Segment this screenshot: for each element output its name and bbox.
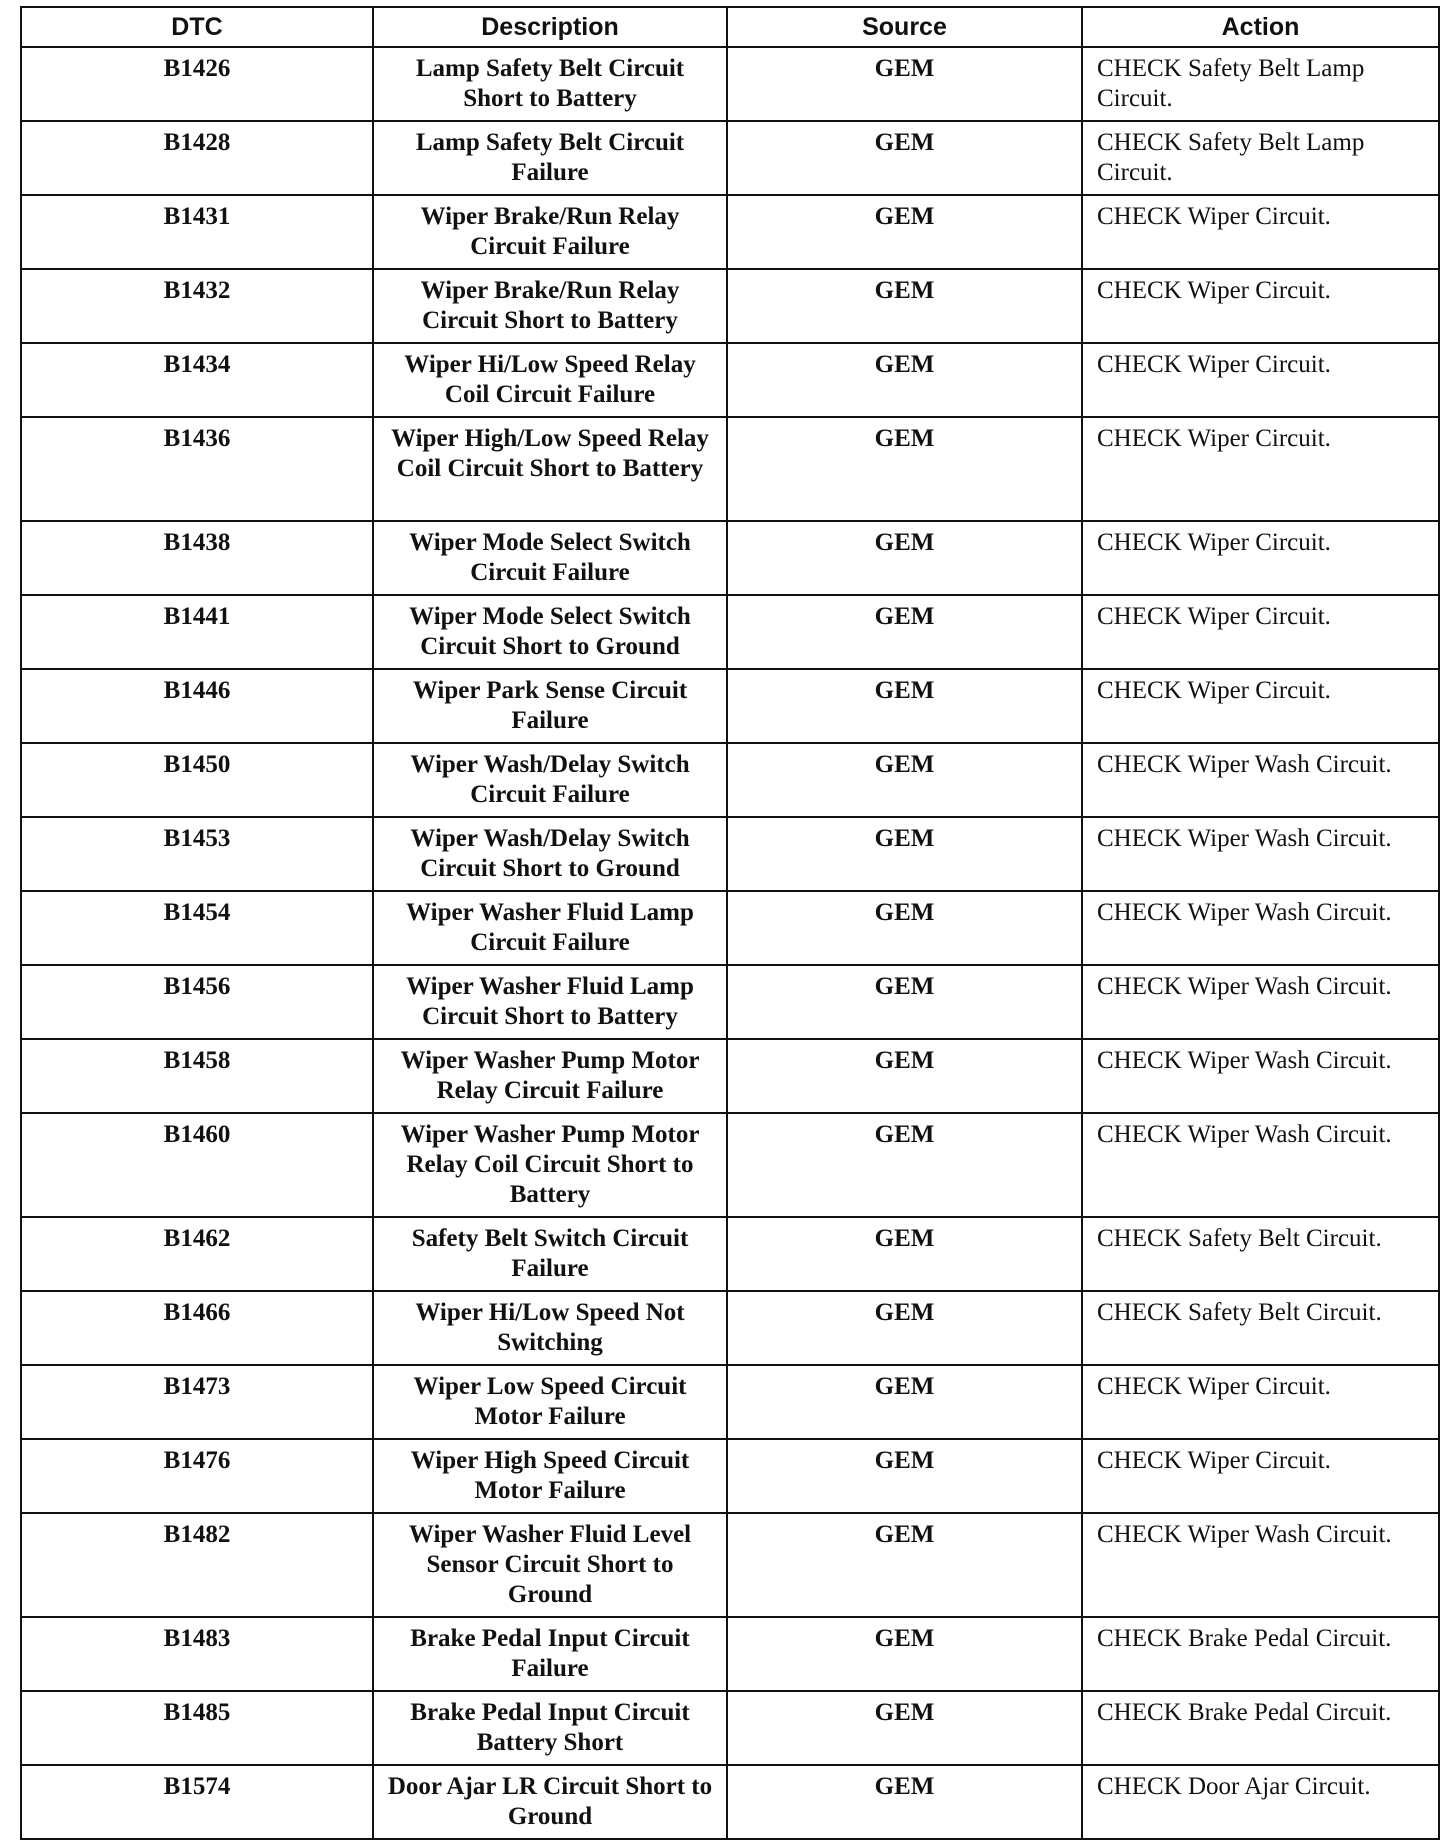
dtc-action: CHECK Wiper Circuit. bbox=[1082, 269, 1439, 343]
dtc-action: CHECK Wiper Circuit. bbox=[1082, 595, 1439, 669]
header-source: Source bbox=[727, 7, 1082, 47]
table-row bbox=[21, 121, 1439, 195]
dtc-action: CHECK Wiper Wash Circuit. bbox=[1082, 965, 1439, 1039]
dtc-description: Wiper Brake/Run Relay Circuit Failure bbox=[373, 195, 727, 269]
table-row bbox=[21, 595, 1439, 669]
dtc-description: Wiper Wash/Delay Switch Circuit Failure bbox=[373, 743, 727, 817]
dtc-source: GEM bbox=[727, 891, 1082, 965]
dtc-description: Door Ajar LR Circuit Short to Ground bbox=[373, 1765, 727, 1839]
dtc-description: Wiper Mode Select Switch Circuit Short to Ground bbox=[373, 595, 727, 669]
dtc-source: GEM bbox=[727, 1113, 1082, 1217]
dtc-code: B1483 bbox=[21, 1617, 373, 1691]
dtc-code: B1446 bbox=[21, 669, 373, 743]
table-row bbox=[21, 965, 1439, 1039]
dtc-action: CHECK Wiper Circuit. bbox=[1082, 417, 1439, 521]
table-row bbox=[21, 269, 1439, 343]
dtc-description: Wiper Park Sense Circuit Failure bbox=[373, 669, 727, 743]
table-row bbox=[21, 817, 1439, 891]
table-row bbox=[21, 1691, 1439, 1765]
table-row bbox=[21, 1765, 1439, 1839]
dtc-description: Wiper High/Low Speed Relay Coil Circuit Short to Battery bbox=[373, 417, 727, 521]
dtc-code: B1460 bbox=[21, 1113, 373, 1217]
table-row bbox=[21, 891, 1439, 965]
table-header-row bbox=[21, 7, 1439, 47]
dtc-description: Safety Belt Switch Circuit Failure bbox=[373, 1217, 727, 1291]
table-row bbox=[21, 1217, 1439, 1291]
dtc-action: CHECK Door Ajar Circuit. bbox=[1082, 1765, 1439, 1839]
dtc-source: GEM bbox=[727, 1039, 1082, 1113]
dtc-action: CHECK Brake Pedal Circuit. bbox=[1082, 1691, 1439, 1765]
dtc-source: GEM bbox=[727, 669, 1082, 743]
dtc-code: B1574 bbox=[21, 1765, 373, 1839]
dtc-source: GEM bbox=[727, 1765, 1082, 1839]
table-row bbox=[21, 417, 1439, 521]
dtc-code: B1462 bbox=[21, 1217, 373, 1291]
dtc-description: Brake Pedal Input Circuit Battery Short bbox=[373, 1691, 727, 1765]
dtc-code: B1476 bbox=[21, 1439, 373, 1513]
dtc-source: GEM bbox=[727, 1617, 1082, 1691]
dtc-source: GEM bbox=[727, 1217, 1082, 1291]
dtc-code: B1456 bbox=[21, 965, 373, 1039]
dtc-code: B1438 bbox=[21, 521, 373, 595]
table-row bbox=[21, 343, 1439, 417]
dtc-code: B1436 bbox=[21, 417, 373, 521]
dtc-description: Wiper High Speed Circuit Motor Failure bbox=[373, 1439, 727, 1513]
dtc-action: CHECK Wiper Circuit. bbox=[1082, 195, 1439, 269]
table-row bbox=[21, 1617, 1439, 1691]
dtc-action: CHECK Wiper Wash Circuit. bbox=[1082, 1039, 1439, 1113]
dtc-action: CHECK Wiper Wash Circuit. bbox=[1082, 891, 1439, 965]
dtc-action: CHECK Safety Belt Circuit. bbox=[1082, 1291, 1439, 1365]
dtc-source: GEM bbox=[727, 195, 1082, 269]
dtc-code: B1454 bbox=[21, 891, 373, 965]
dtc-source: GEM bbox=[727, 1365, 1082, 1439]
dtc-action: CHECK Wiper Circuit. bbox=[1082, 1439, 1439, 1513]
dtc-code: B1482 bbox=[21, 1513, 373, 1617]
dtc-source: GEM bbox=[727, 343, 1082, 417]
dtc-code: B1431 bbox=[21, 195, 373, 269]
dtc-action: CHECK Wiper Wash Circuit. bbox=[1082, 1513, 1439, 1617]
dtc-source: GEM bbox=[727, 521, 1082, 595]
dtc-description: Wiper Low Speed Circuit Motor Failure bbox=[373, 1365, 727, 1439]
dtc-source: GEM bbox=[727, 1439, 1082, 1513]
dtc-action: CHECK Wiper Circuit. bbox=[1082, 343, 1439, 417]
dtc-description: Wiper Hi/Low Speed Relay Coil Circuit Failure bbox=[373, 343, 727, 417]
dtc-code: B1434 bbox=[21, 343, 373, 417]
dtc-description: Wiper Washer Pump Motor Relay Coil Circuit Short to Battery bbox=[373, 1113, 727, 1217]
dtc-source: GEM bbox=[727, 965, 1082, 1039]
dtc-source: GEM bbox=[727, 1291, 1082, 1365]
dtc-table bbox=[20, 6, 1440, 1840]
dtc-source: GEM bbox=[727, 417, 1082, 521]
header-description: Description bbox=[373, 7, 727, 47]
table-row bbox=[21, 1039, 1439, 1113]
dtc-source: GEM bbox=[727, 1513, 1082, 1617]
dtc-action: CHECK Safety Belt Lamp Circuit. bbox=[1082, 121, 1439, 195]
table-row bbox=[21, 669, 1439, 743]
dtc-source: GEM bbox=[727, 817, 1082, 891]
table-row bbox=[21, 521, 1439, 595]
dtc-description: Lamp Safety Belt Circuit Failure bbox=[373, 121, 727, 195]
dtc-code: B1485 bbox=[21, 1691, 373, 1765]
dtc-code: B1458 bbox=[21, 1039, 373, 1113]
dtc-description: Wiper Wash/Delay Switch Circuit Short to Ground bbox=[373, 817, 727, 891]
dtc-action: CHECK Brake Pedal Circuit. bbox=[1082, 1617, 1439, 1691]
header-dtc: DTC bbox=[21, 7, 373, 47]
dtc-source: GEM bbox=[727, 269, 1082, 343]
dtc-code: B1441 bbox=[21, 595, 373, 669]
dtc-code: B1426 bbox=[21, 47, 373, 121]
dtc-description: Brake Pedal Input Circuit Failure bbox=[373, 1617, 727, 1691]
dtc-source: GEM bbox=[727, 743, 1082, 817]
dtc-code: B1428 bbox=[21, 121, 373, 195]
table-row bbox=[21, 1513, 1439, 1617]
dtc-source: GEM bbox=[727, 1691, 1082, 1765]
dtc-description: Wiper Washer Fluid Level Sensor Circuit Short to Ground bbox=[373, 1513, 727, 1617]
dtc-source: GEM bbox=[727, 47, 1082, 121]
dtc-action: CHECK Safety Belt Circuit. bbox=[1082, 1217, 1439, 1291]
table-row bbox=[21, 47, 1439, 121]
dtc-description: Wiper Washer Pump Motor Relay Circuit Failure bbox=[373, 1039, 727, 1113]
dtc-description: Wiper Washer Fluid Lamp Circuit Short to Battery bbox=[373, 965, 727, 1039]
dtc-source: GEM bbox=[727, 121, 1082, 195]
dtc-description: Wiper Brake/Run Relay Circuit Short to Battery bbox=[373, 269, 727, 343]
header-action: Action bbox=[1082, 7, 1439, 47]
dtc-action: CHECK Wiper Wash Circuit. bbox=[1082, 743, 1439, 817]
dtc-source: GEM bbox=[727, 595, 1082, 669]
dtc-action: CHECK Wiper Circuit. bbox=[1082, 1365, 1439, 1439]
dtc-action: CHECK Wiper Circuit. bbox=[1082, 521, 1439, 595]
table-row bbox=[21, 1365, 1439, 1439]
dtc-description: Wiper Washer Fluid Lamp Circuit Failure bbox=[373, 891, 727, 965]
dtc-action: CHECK Wiper Wash Circuit. bbox=[1082, 817, 1439, 891]
table-row bbox=[21, 1439, 1439, 1513]
dtc-description: Wiper Mode Select Switch Circuit Failure bbox=[373, 521, 727, 595]
dtc-code: B1453 bbox=[21, 817, 373, 891]
dtc-description: Wiper Hi/Low Speed Not Switching bbox=[373, 1291, 727, 1365]
dtc-action: CHECK Safety Belt Lamp Circuit. bbox=[1082, 47, 1439, 121]
dtc-code: B1466 bbox=[21, 1291, 373, 1365]
table-row bbox=[21, 1291, 1439, 1365]
dtc-action: CHECK Wiper Circuit. bbox=[1082, 669, 1439, 743]
table-row bbox=[21, 195, 1439, 269]
dtc-code: B1473 bbox=[21, 1365, 373, 1439]
dtc-description: Lamp Safety Belt Circuit Short to Battery bbox=[373, 47, 727, 121]
dtc-action: CHECK Wiper Wash Circuit. bbox=[1082, 1113, 1439, 1217]
table-row bbox=[21, 1113, 1439, 1217]
dtc-code: B1432 bbox=[21, 269, 373, 343]
table-row bbox=[21, 743, 1439, 817]
dtc-code: B1450 bbox=[21, 743, 373, 817]
